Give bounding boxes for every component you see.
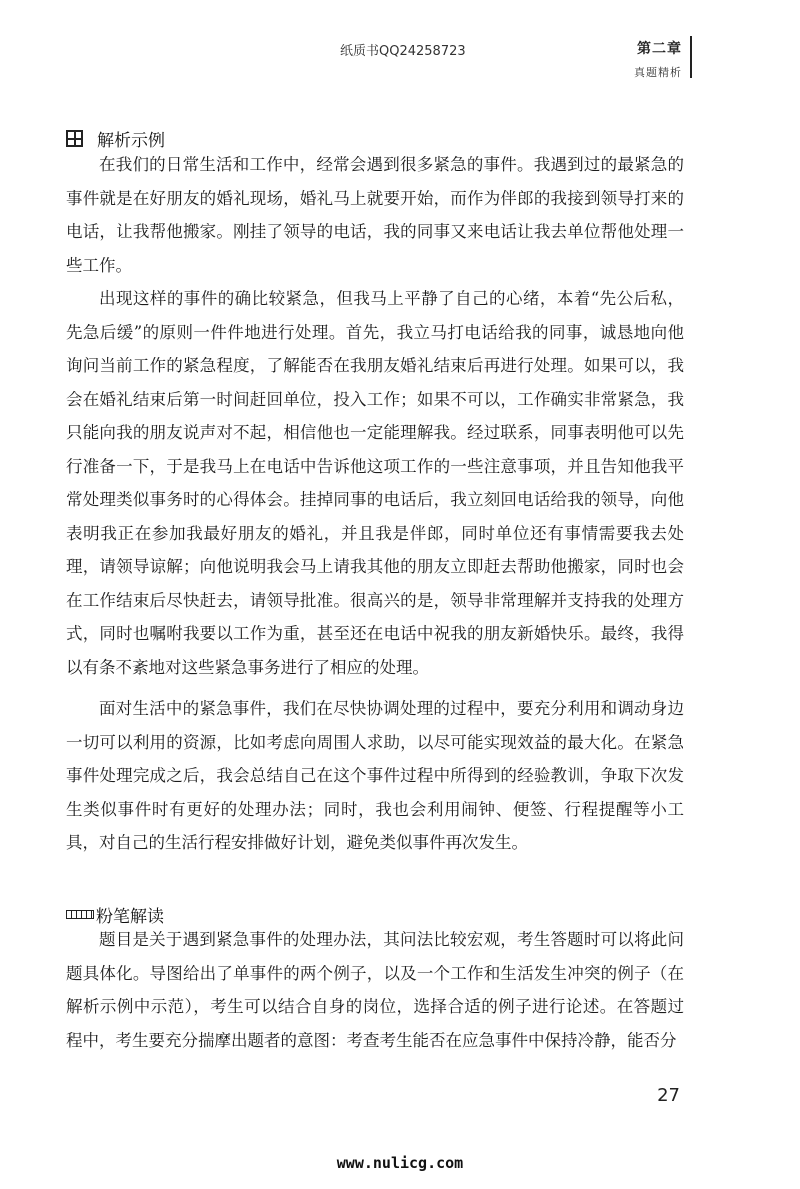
- paragraph: 面对生活中的紧急事件，我们在尽快协调处理的过程中，要充分利用和调动身边一切可以利用的资源，比如考虑向周围人求助，以尽可能实现效益的最大化。在紧急事件处理完成之后，我会总结自己在这个事件过程中所得到的经验教训，争取下次发生类似事件时有更好的处理办法；同时，我也会利用闹钟、便签、行程提醒等小工具，对自己的生活行程安排做好计划，避免类似事件再次发生。: [66, 699, 684, 852]
- chapter-title: 第二章: [637, 41, 682, 57]
- section-title: 解析示例: [97, 131, 165, 151]
- footer-url: www.nulicg.com: [336, 1154, 464, 1172]
- analysis-body: [66, 148, 684, 860]
- paragraph: 出现这样的事件的确比较紧急，但我马上平静了自己的心绪，本着“先公后私，先急后缓”的原则一件件地进行处理。首先，我立马打电话给我的同事，诚恳地向他询问当前工作的紧急程度，了解能否在我朋友婚礼结束后再进行处理。如果可以，我会在婚礼结束后第一时间赶回单位，投入工作；如果不可以，工作确实非常紧急，我只能向我的朋友说声对不起，相信他也一定能理解我。经过联系，同事表明他可以先行准备一下，于是我马上在电话中告诉他这项工作的一些注意事项，并且告知他我平常处理类似事务时的心得体会。挂掉同事的电话后，我立刻回电话给我的领导，向他表明我正在参加我最好朋友的婚礼，并且我是伴郎，同时单位还有事情需要我去处理，请领导谅解；向他说明我会马上请我其他的朋友立即赶去帮助他搬家，同时也会在工作结束后尽快赶去，请领导批准。很高兴的是，领导非常理解并支持我的处理方式，同时也嘱咐我要以工作为重，甚至还在电话中祝我的朋友新婚快乐。最终，我得以有条不紊地对这些紧急事务进行了相应的处理。: [66, 289, 684, 677]
- chapter-heading: [634, 38, 682, 80]
- header-divider: [690, 36, 692, 78]
- paragraph: 在我们的日常生活和工作中，经常会遇到很多紧急的事件。我遇到过的最紧急的事件就是在好朋友的婚礼现场，婚礼马上就要开始，而作为伴郎的我接到领导打来的电话，让我帮他搬家。刚挂了领导的电话，我的同事又来电话让我去单位帮他处理一些工作。: [66, 155, 684, 275]
- chapter-subtitle: 真题精析: [634, 66, 682, 79]
- page-number: 27: [657, 1085, 680, 1106]
- interpretation-body: [66, 923, 684, 1057]
- chalk-icon: [66, 910, 94, 919]
- grid-icon: [66, 130, 83, 147]
- header-watermark-text: 纸质书QQ24258723: [340, 44, 466, 59]
- section-title: 粉笔解读: [96, 907, 164, 927]
- paragraph: 题目是关于遇到紧急事件的处理办法，其问法比较宏观，考生答题时可以将此问题具体化。导图给出了单事件的两个例子，以及一个工作和生活发生冲突的例子（在解析示例中示范），考生可以结合自身的岗位，选择合适的例子进行论述。在答题过程中，考生要充分揣摩出题者的意图：考查考生能否在应急事件中保持冷静，能否分: [66, 930, 684, 1050]
